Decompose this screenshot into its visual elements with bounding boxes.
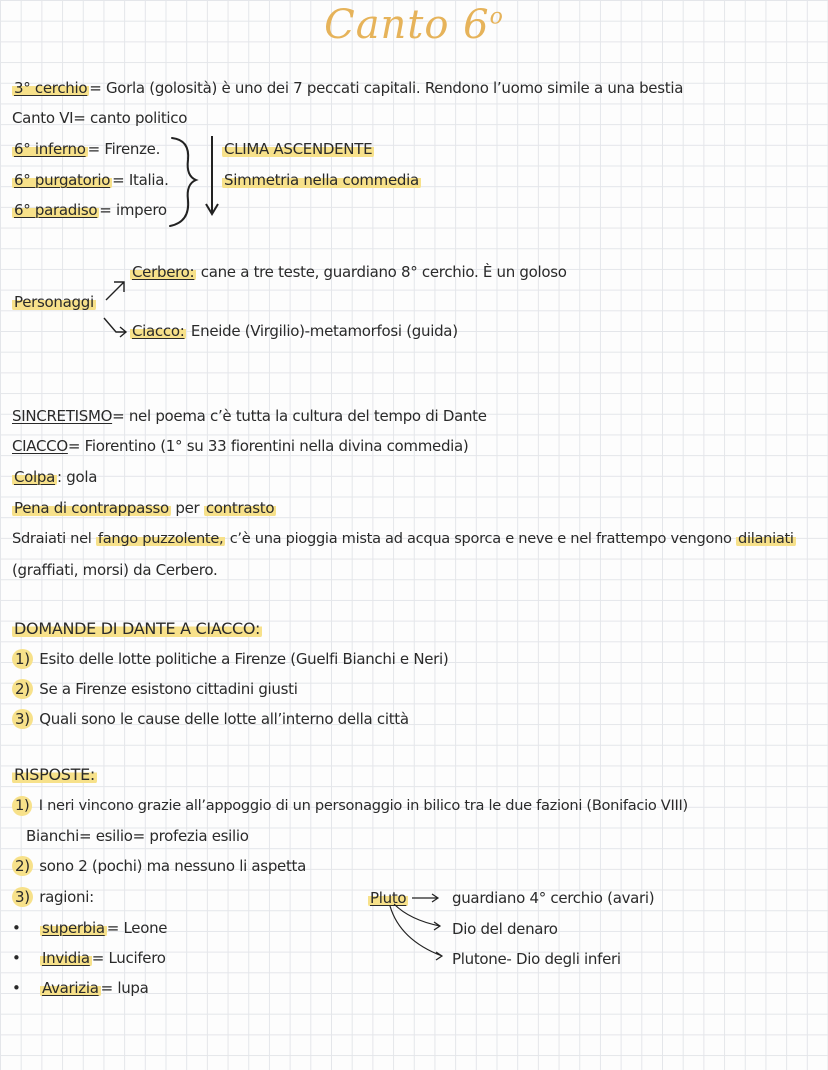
intro-line-paradiso: 6° paradiso = impero (14, 201, 167, 219)
sincretismo-line: SINCRETISMO= nel poema c’è tutta la cultura del tempo di Dante (12, 407, 487, 425)
domande-header: DOMANDE DI DANTE A CIACCO: (14, 619, 261, 638)
personaggi-label: Personaggi (14, 293, 94, 311)
pluto-dio-denaro: Dio del denaro (452, 920, 558, 938)
risposta-3: 3) ragioni: (12, 887, 94, 907)
domanda-3: 3) Quali sono le cause delle lotte all’interno della città (12, 709, 409, 729)
arrow-up-right-icon (106, 282, 124, 300)
clima-ascendente: CLIMA ASCENDENTE (224, 140, 373, 158)
intro-line-canto-politico: Canto VI= canto politico (12, 109, 188, 127)
ciacco-line: CIACCO= Fiorentino (1° su 33 fiorentini nella divina commedia) (12, 437, 469, 455)
pluto-guardiano: guardiano 4° cerchio (avari) (452, 889, 655, 907)
bullet-superbia: • superbia = Leone (12, 919, 168, 937)
domanda-2: 2) Se a Firenze esistono cittadini giusti (12, 679, 298, 699)
sdraiati-line: Sdraiati nel fango puzzolente, c’è una pioggia mista ad acqua sporca e neve e nel frattempo vengono dilaniati (12, 530, 794, 547)
intro-line-purgatorio: 6° purgatorio = Italia. (14, 171, 169, 189)
bullet-invidia: • Invidia = Lucifero (12, 949, 166, 967)
arrow-down-right-icon (104, 318, 126, 337)
pluto-arrow-right-icon (412, 894, 438, 902)
pena-line: Pena di contrappasso per contrasto (14, 499, 275, 517)
graffiati-line: (graffiati, morsi) da Cerbero. (12, 561, 218, 579)
bullet-avarizia: • Avarizia = lupa (12, 979, 149, 997)
intro-line-inferno: 6° inferno = Firenze. (14, 140, 161, 158)
curly-brace-icon (170, 138, 196, 226)
pluto-arrow-branch-2-icon (390, 906, 442, 960)
domanda-1: 1) Esito delle lotte politiche a Firenze (Guelfi Bianchi e Neri) (12, 649, 448, 669)
pluto-label: Pluto (370, 889, 407, 907)
risposta-2: 2) sono 2 (pochi) ma nessuno li aspetta (12, 856, 306, 876)
down-arrow-icon (206, 204, 218, 214)
colpa-line: Colpa : gola (14, 468, 98, 486)
intro-line-cerchio: 3° cerchio = Gorla (golosità) è uno dei 7 peccati capitali. Rendono l’uomo simile a una bestia (14, 79, 684, 97)
risposte-header: RISPOSTE: (14, 765, 95, 784)
personaggio-cerbero: Cerbero: cane a tre teste, guardiano 8° cerchio. È un goloso (132, 263, 567, 281)
risposta-1-sub: Bianchi= esilio= profezia esilio (26, 827, 249, 845)
pluto-plutone: Plutone- Dio degli inferi (452, 950, 621, 968)
risposta-1: 1) I neri vincono grazie all’appoggio di un personaggio in bilico tra le due fazioni (Bonifacio VIII) (12, 796, 688, 816)
page-title: Canto 6$^o$ (324, 2, 504, 48)
personaggio-ciacco: Ciacco: Eneide (Virgilio)-metamorfosi (guida) (132, 322, 458, 340)
simmetria-commedia: Simmetria nella commedia (224, 171, 419, 189)
